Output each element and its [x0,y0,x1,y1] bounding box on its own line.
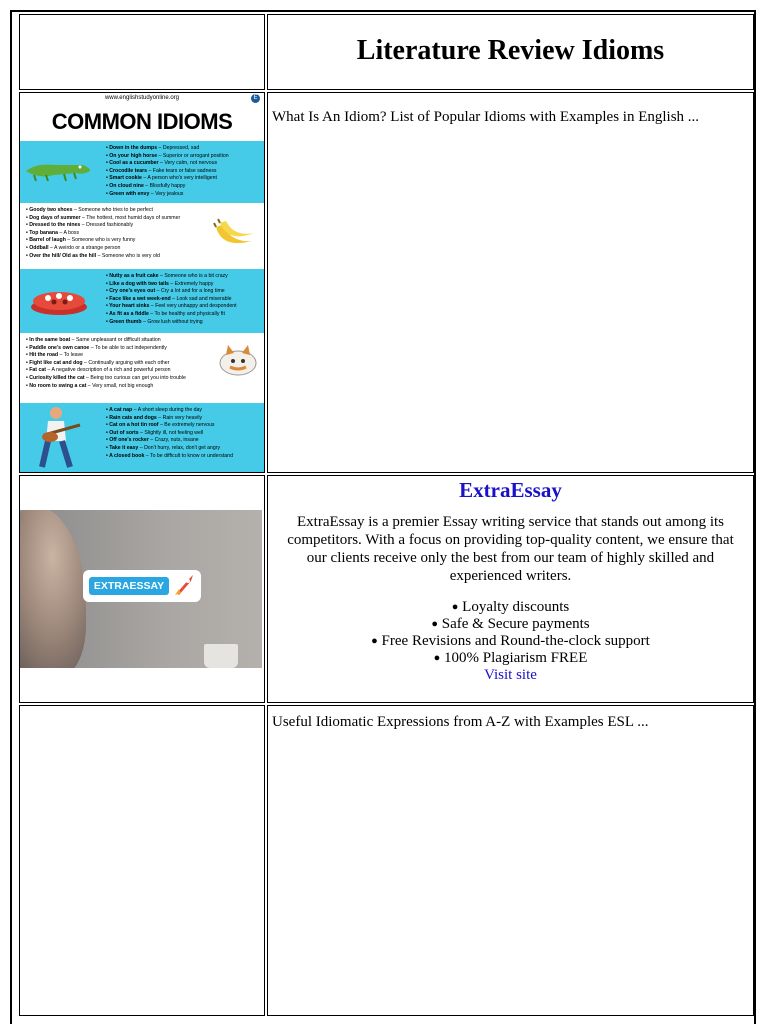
idiom-definition: – Someone who is very old [96,252,160,259]
idiom-term: • Cool as a cucumber [106,160,159,167]
idiom-item [106,296,237,304]
idiom-item [106,153,229,161]
idiom-term: • Face like a wet week-end [106,295,171,302]
idiom-definition: – Very jealous [149,190,184,197]
idiom-definition: – Same unpleasant or difficult situation [70,337,161,343]
idiom-term: • Your heart sinks [106,303,150,310]
idiom-term: • Rain cats and dogs [106,414,157,421]
idiom-term: • Green with envy [106,190,150,197]
idiom-definition: – Crazy, nuts, insane [148,437,199,444]
idiom-term: • In the same boat [26,337,71,343]
expressions-article-snippet[interactable]: Useful Idiomatic Expressions from A-Z with Examples ESL ... [272,714,649,730]
idiom-definition: – To leave [58,352,84,359]
idiom-term: • Paddle one's own canoe [26,344,90,351]
idiom-term: • No room to swing a cat [26,382,87,389]
idiom-term: • On your high horse [106,152,158,159]
idiom-definition: – To be healthy and physically fit [148,310,225,317]
idiom-definition: – A weirdo or a strange person [48,244,121,251]
idiom-item [106,437,233,445]
infographic-url: www.englishstudyonline.org [20,93,264,103]
idiom-item [106,319,237,327]
idiom-definition: – Rain very heavily [156,414,203,421]
idiom-item [26,215,180,223]
idiom-term: • Goody two shoes [26,207,73,213]
idiom-item [106,281,237,289]
idiom-band-3 [20,269,264,333]
idiom-band-2 [20,203,264,269]
woman-photo [20,510,86,668]
idiom-definition: – Depressed, sad [157,145,200,151]
idiom-term: • Barrel of laugh [26,237,66,244]
idiom-snippet-cell [267,92,754,473]
idiom-item [106,273,237,281]
idiom-term: • Fight like cat and dog [26,359,83,366]
idiom-definition: – Someone who tries to be perfect [72,207,153,213]
idiom-term: • Hit the road [26,352,59,359]
idiom-term: • Curiosity killed the cat [26,374,85,381]
idiom-definition: – Extremely happy [168,280,214,287]
idiom-item [106,175,229,183]
idiom-term: • Cat on a hot tin roof [106,422,159,429]
idiom-term: • Off one's rocker [106,437,149,444]
idiom-definition: – A boss [57,229,80,236]
page-frame [10,10,756,1024]
idiom-item [106,168,229,176]
idiom-definition: – Someone who is very funny [65,237,136,244]
idiom-item [26,245,180,253]
site-logo-icon: E [251,94,260,103]
idiom-definition: – Be extremely nervous [158,422,215,429]
idiom-term: • A closed book [106,452,145,459]
extraessay-logo-text: EXTRAESSAY [89,577,169,595]
idiom-band-1 [20,141,264,203]
idiom-list-1 [106,145,229,198]
idiom-item [106,407,233,415]
bullet-icon: ● [451,601,459,614]
idiom-definition: – Cry a lot and for a long time [155,288,225,295]
idiom-item [106,303,237,311]
infographic-heading: COMMON IDIOMS [51,109,233,134]
idiom-item [106,160,229,168]
idiom-term: • A cat nap [106,407,133,413]
idiom-item [106,453,233,461]
idiom-item [26,383,186,391]
ad-description: ExtraEssay is a premier Essay writing service that stands out among its competitors. With a focus on providing top-quality content, we ensure that our clients receive only the best from our team of highly skilled and experienced writers. [287,514,734,584]
idiom-term: • Out of sorts [106,429,139,436]
ad-feature-item: ● Free Revisions and Round-the-clock support [371,633,650,650]
idiom-definition: – Feel very unhappy and despondent [149,303,237,310]
idiom-definition: – The hottest, most humid days of summer [80,214,181,221]
idiom-definition: – Slightly ill, not feeling well [138,429,204,436]
ad-feature-item: ● 100% Plagiarism FREE [433,650,588,667]
guitar-player-icon [34,405,86,471]
extraessay-logo-badge [83,570,201,602]
idiom-item [26,375,186,383]
idiom-item [26,352,186,360]
idiom-term: • Green thumb [106,318,142,325]
idiom-term: • Take it easy [106,444,139,451]
idiom-definition: – A short sleep during the day [132,407,203,413]
idiom-definition: – Someone who is a bit crazy [158,273,228,279]
ad-feature-item: ● Loyalty discounts [451,599,570,615]
ad-image-cell [19,475,265,703]
visit-site-link[interactable]: Visit site [484,667,537,684]
idiom-item [106,422,233,430]
idiom-definition: – Look sad and miserable [170,295,232,302]
idiom-definition: – Superior or arrogant position [157,152,229,159]
idiom-item [26,360,186,368]
idiom-item [26,230,180,238]
expressions-snippet-cell [267,705,754,1016]
idiom-band-4 [20,333,264,403]
idiom-band-5 [20,403,264,472]
idiom-item [26,253,180,261]
idiom-list-2 [26,207,180,260]
cat-icon [216,341,260,377]
header-left-cell [19,14,265,90]
common-idioms-infographic[interactable] [20,93,264,472]
banana-icon [212,217,258,253]
idiom-definition: – Fake tears or false sadness [147,167,217,174]
idiom-term: • Top banana [26,229,58,236]
idiom-term: • Crocodile tears [106,167,148,174]
idiom-item [26,367,186,375]
idiom-definition: – Grow lush without trying [141,318,203,325]
idiom-term: • Cry one's eyes out [106,288,156,295]
idiom-item [106,183,229,191]
empty-image-cell [19,705,265,1016]
idiom-item [106,288,237,296]
idiom-item [106,415,233,423]
idiom-item [26,222,180,230]
idiom-definition: – Very calm, not nervous [158,160,218,167]
rocket-icon [173,573,195,597]
idiom-term: • Smart cookie [106,175,142,182]
idiom-definition: – Very small, not big enough [86,382,154,389]
idiom-item [26,345,186,353]
header-title-cell [267,14,754,90]
idiom-definition: – To be difficult to know or understand [144,452,233,459]
infographic-cell [19,92,265,473]
ad-content-cell [267,475,754,703]
ad-feature-list [268,599,753,667]
idiom-article-snippet[interactable]: What Is An Idiom? List of Popular Idioms with Examples in English ... [272,109,700,125]
idiom-definition: – Dressed fashionably [80,222,134,229]
idiom-term: • Oddball [26,244,49,251]
idiom-term: • Down in the dumps [106,145,158,151]
cup-icon [204,644,238,668]
idiom-term: • As fit as a fiddle [106,310,149,317]
idiom-term: • Like a dog with two tails [106,280,169,287]
idiom-item [106,445,233,453]
page-title: Literature Review Idioms [356,35,665,66]
bullet-icon: ● [433,652,441,665]
idiom-term: • On cloud nine [106,182,144,189]
idiom-term: • Fat cat [26,367,46,374]
bullet-icon: ● [431,618,439,631]
idiom-item [106,191,229,199]
idiom-term: • Over the hill/ Old as the hill [26,252,97,259]
idiom-definition: – Don't hurry, relax, don't get angry [138,444,221,451]
idiom-definition: – Continually arguing with each other [82,359,170,366]
ad-feature-item: ● Safe & Secure payments [431,616,590,633]
idiom-item [106,430,233,438]
idiom-item [26,337,186,345]
ad-title[interactable]: ExtraEssay [459,478,562,502]
idiom-definition: – Being too curious can get you into trouble [84,374,186,381]
idiom-term: • Dressed to the nines [26,222,81,229]
idiom-definition: – A negative description of a rich and powerful person [45,367,171,374]
idiom-definition: – To be able to act independently [89,344,167,351]
idiom-term: • Dog days of summer [26,214,81,221]
idiom-definition: – Blissfully happy [143,182,186,189]
idiom-definition: – A person who's very intelligent [141,175,217,182]
idiom-item [26,237,180,245]
crocodile-icon [24,157,92,183]
fruit-cake-icon [28,285,90,317]
idiom-item [26,207,180,215]
idiom-term: • Nutty as a fruit cake [106,273,159,279]
idiom-list-5 [106,407,233,460]
bullet-icon: ● [371,635,378,648]
idiom-list-4 [26,337,186,390]
extraessay-banner-image[interactable] [20,510,262,668]
idiom-list-3 [106,273,237,326]
idiom-item [106,145,229,153]
idiom-item [106,311,237,319]
